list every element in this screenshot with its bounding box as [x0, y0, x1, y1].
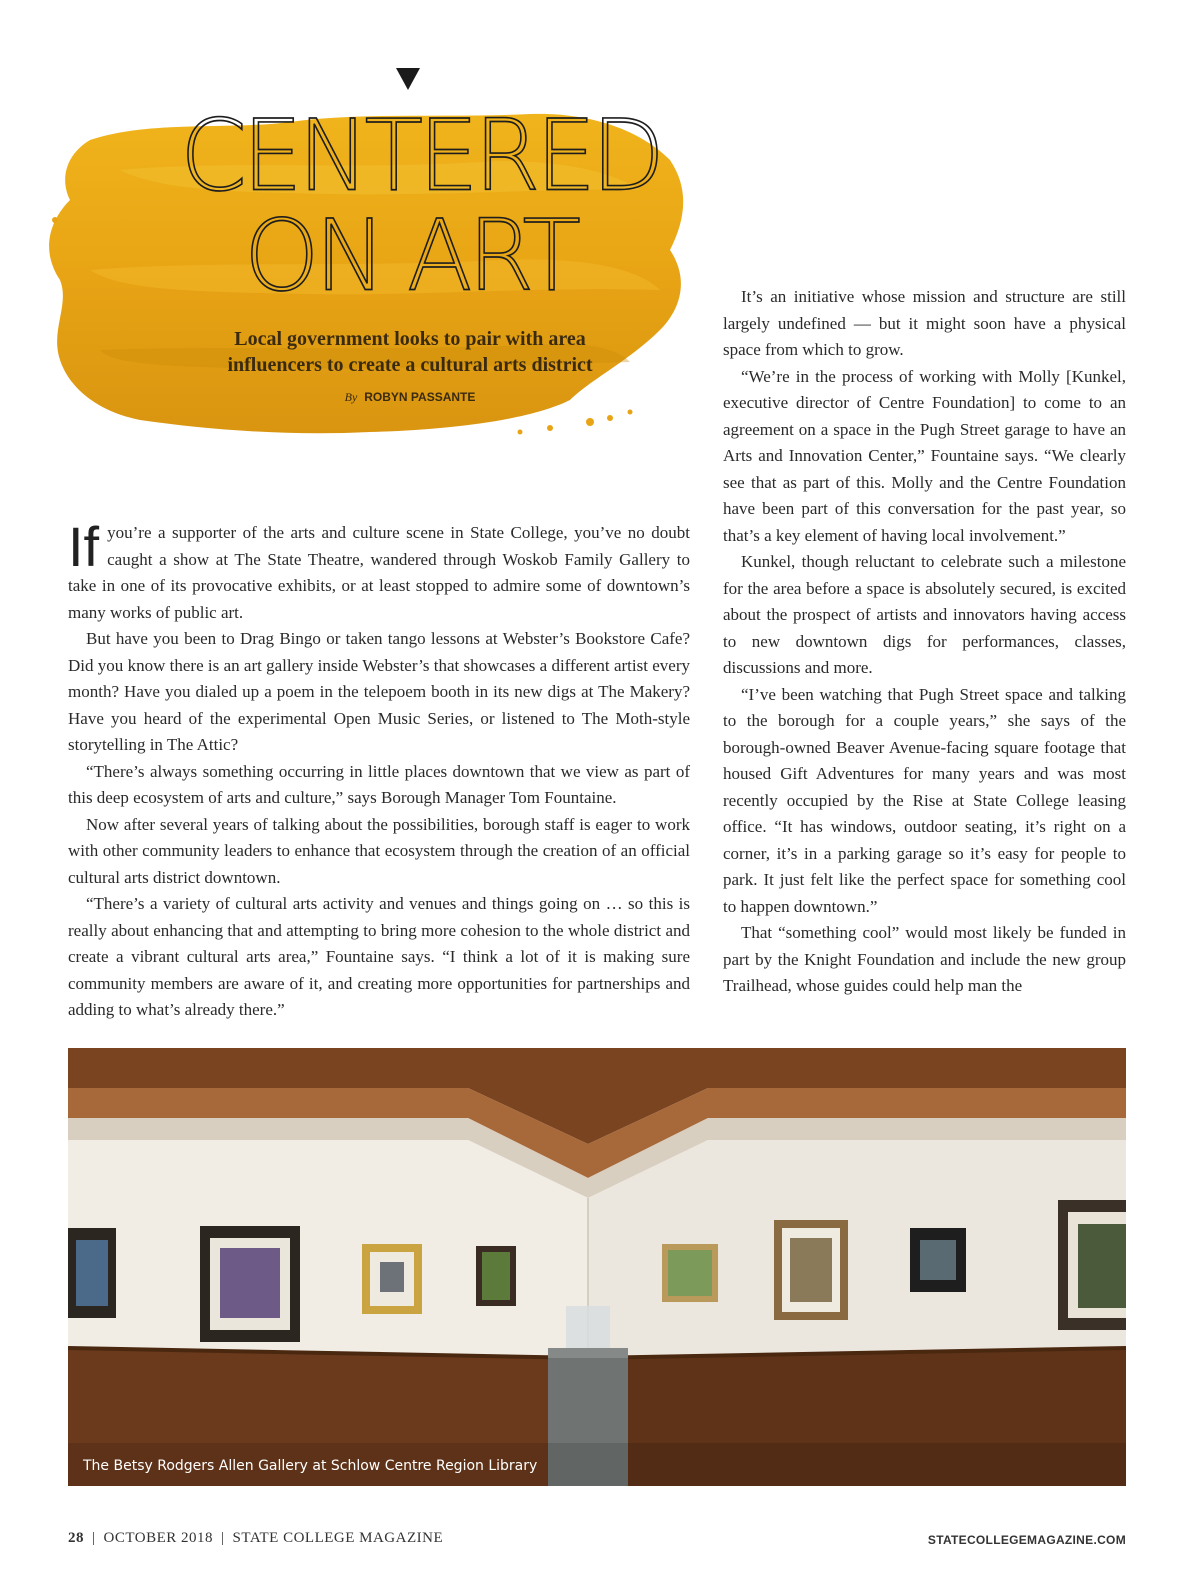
- byline-by: By: [344, 390, 358, 404]
- section-marker-triangle-icon: [396, 68, 420, 90]
- page-number: 28: [68, 1530, 84, 1546]
- paragraph-text: you’re a supporter of the arts and culture scene in State College, you’ve no doubt caught a show at The State Theatre, wandered through Woskob Family Gallery to take in one of its provocative exhibits, or at least stopped to admire some of downtown’s many works of public art.: [68, 523, 690, 622]
- page-folio: [68, 1530, 443, 1547]
- paragraph: “There’s always something occurring in little places downtown that we view as part of this deep ecosystem of arts and culture,” says Borough Manager Tom Fountaine.: [68, 761, 690, 807]
- deck-subheadline: Local government looks to pair with area influencers to create a cultural arts district: [227, 328, 593, 376]
- article-left-column: [68, 515, 690, 1024]
- folio-separator: |: [92, 1530, 96, 1546]
- drop-cap: If: [68, 515, 100, 578]
- byline-author: ROBYN PASSANTE: [364, 390, 476, 404]
- paragraph: Now after several years of talking about the possibilities, borough staff is eager to work with other community leaders to enhance that ecosystem through the creation of an official cultural arts district downtown.: [68, 814, 690, 887]
- website-link[interactable]: STATECOLLEGEMAGAZINE.COM: [927, 1533, 1126, 1547]
- paragraph: Kunkel, though reluctant to celebrate such a milestone for the area before a space is absolutely secured, is excited about the prospect of artists and innovators having access to new downtown digs for performances, classes, discussions and more.: [723, 552, 1126, 677]
- paragraph: But have you been to Drag Bingo or taken tango lessons at Webster’s Bookstore Cafe? Did you know there is an art gallery inside Webster’s that showcases a different artist every month? Have you dialed up a poem in the telepoem booth in its new digs at The Makery? Have you heard of the experimental Open Music Series, or listened to The Moth-style storytelling in The Attic?: [68, 629, 690, 754]
- folio-separator: |: [221, 1530, 225, 1546]
- paragraph: [68, 515, 690, 626]
- paragraph: That “something cool” would most likely be funded in part by the Knight Foundation and include the new group Trailhead, whose guides could help man the: [723, 923, 1126, 995]
- photo-caption: The Betsy Rodgers Allen Gallery at Schlow Centre Region Library: [83, 1458, 538, 1474]
- paragraph: “I’ve been watching that Pugh Street space and talking to the borough for a couple years,” she says of the borough-owned Beaver Avenue-facing square footage that housed Gift Adventures for many years and was most recently occupied by the Rise at State College leasing office. “It has windows, outdoor seating, it’s right on a corner, it’s in a parking garage so it’s easy for people to park. It just felt like the perfect space for something cool to happen downtown.”: [723, 684, 1126, 916]
- magazine-name: STATE COLLEGE MAGAZINE: [232, 1530, 444, 1546]
- paragraph: “There’s a variety of cultural arts activity and venues and things going on … so this is really about enhancing that and attempting to bring more cohesion to the whole district and create a vibrant cultural arts area,” Fountaine says. “I think a lot of it is making sure community members are aware of it, and creating more opportunities for partnerships and adding to what’s already there.”: [68, 894, 690, 1019]
- article-right-column: [723, 284, 1126, 1000]
- paragraph: It’s an initiative whose mission and structure are still largely undefined — but it might soon have a physical space from which to grow.: [723, 287, 1126, 359]
- headline-line-1: CENTERED: [180, 98, 661, 214]
- gallery-photo: [68, 1048, 1126, 1486]
- issue-date: OCTOBER 2018: [103, 1530, 213, 1546]
- byline: [200, 390, 620, 405]
- headline-line-2: ON ART: [244, 198, 576, 314]
- paragraph: “We’re in the process of working with Molly [Kunkel, executive director of Centre Foundation] to come to an agreement on a space in the Pugh Street garage to have an Arts and Innovation Center,” Fountaine says. “We clearly see that as part of this. Molly and the Centre Foundation have been part of this conversation for the past year, so that’s a key element of having local involvement.”: [723, 366, 1126, 545]
